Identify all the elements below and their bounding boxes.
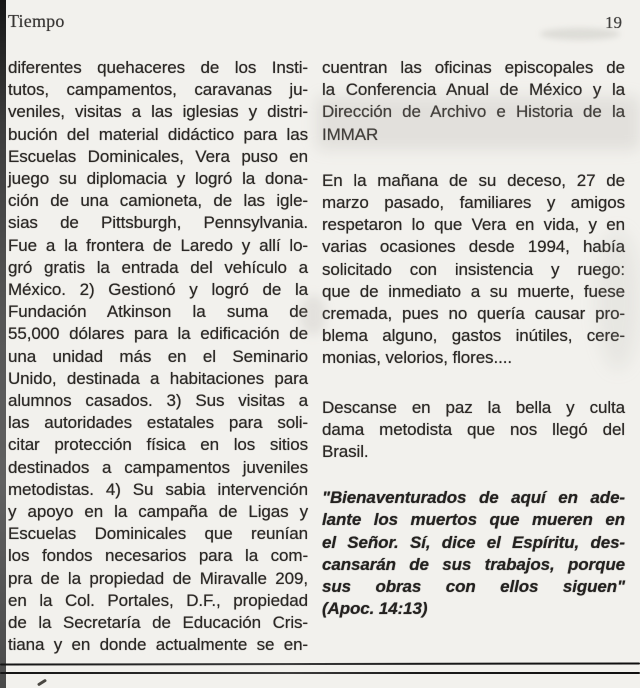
text-line: tiana y en donde actualmente se en- bbox=[8, 635, 308, 655]
paragraph-deceso bbox=[322, 170, 625, 370]
text-line: que de inmediato a su muerte, fuese bbox=[322, 281, 625, 301]
page-header bbox=[0, 11, 640, 37]
text-line: diferentes quehaceres de los Insti- bbox=[8, 58, 308, 77]
left-column bbox=[8, 57, 308, 656]
journal-title: Tiempo bbox=[8, 11, 65, 31]
text-line: Escuelas Dominicales que reunían bbox=[8, 524, 308, 544]
text-line: y apoyo en la campaña de Ligas y bbox=[8, 502, 308, 522]
text-line: IMMAR bbox=[322, 124, 379, 144]
page-number: 19 bbox=[605, 13, 622, 32]
text-line: dama metodista que nos llegó del bbox=[322, 419, 625, 439]
cutoff-accent-artifact bbox=[37, 679, 47, 687]
text-line: Brasil. bbox=[322, 442, 369, 462]
text-line: bución del material didáctico para las bbox=[8, 124, 308, 144]
text-line: blema alguno, gastos inútiles, cere- bbox=[322, 326, 625, 346]
text-line: sias de Pittsburgh, Pennsylvania. bbox=[8, 213, 308, 233]
text-line: alumnos casados. 3) Sus visitas a bbox=[8, 391, 308, 411]
text-line: varias ocasiones desde 1994, había bbox=[322, 237, 625, 257]
text-line: metodistas. 4) Su sabia intervención bbox=[8, 479, 308, 499]
scripture-quote bbox=[322, 487, 625, 620]
text-line: juego su diplomacia y logró la dona- bbox=[8, 169, 308, 189]
paragraph-descanse bbox=[322, 397, 625, 464]
text-line: ción de una camioneta, de las igle- bbox=[8, 191, 308, 211]
text-line: Fue a la frontera de Laredo y allí lo- bbox=[8, 235, 308, 255]
right-column bbox=[322, 57, 625, 620]
text-line: cuentran las oficinas episcopales de bbox=[322, 58, 625, 77]
text-line: cremada, pues no quería causar pro- bbox=[322, 304, 625, 324]
text-line: la Conferencia Anual de México y la bbox=[322, 80, 625, 100]
text-line: pra de la propiedad de Miravalle 209, bbox=[8, 568, 308, 588]
text-line: cansarán de sus trabajos, porque bbox=[322, 554, 625, 574]
text-line: Dirección de Archivo e Historia de la bbox=[322, 102, 625, 122]
text-line: solicitado con insistencia y ruego: bbox=[322, 259, 625, 279]
text-line: los fondos necesarios para la com- bbox=[8, 546, 308, 566]
text-line: (Apoc. 14:13) bbox=[322, 599, 428, 619]
text-line: monias, velorios, flores.... bbox=[322, 348, 512, 368]
text-line: Unido, destinada a habitaciones para bbox=[8, 368, 308, 388]
text-line: Fundación Atkinson la suma de bbox=[8, 302, 308, 322]
text-line: Descanse en paz la bella y culta bbox=[322, 397, 625, 417]
bottom-rule-bottom bbox=[0, 672, 640, 674]
bottom-rule-top bbox=[0, 662, 640, 665]
text-line: veniles, visitas a las iglesias y distri- bbox=[8, 102, 308, 122]
scanner-edge-artifact bbox=[0, 0, 6, 688]
text-line: Escuelas Dominicales, Vera puso en bbox=[8, 146, 308, 166]
text-line: 55,000 dólares para la edificación de bbox=[8, 324, 308, 344]
text-line: citar protección física en los sitios bbox=[8, 435, 308, 455]
left-column-paragraph bbox=[8, 57, 308, 656]
text-line: el Señor. Sí, dice el Espíritu, des- bbox=[322, 532, 625, 552]
text-line: lante los muertos que mueren en bbox=[322, 510, 625, 530]
text-line: una unidad más en el Seminario bbox=[8, 346, 308, 366]
text-line: las autoridades estatales para soli- bbox=[8, 413, 308, 433]
text-line: En la mañana de su deceso, 27 de bbox=[322, 170, 625, 190]
text-line: respetaron lo que Vera en vida, y en bbox=[322, 215, 625, 235]
paragraph-offices bbox=[322, 57, 625, 146]
text-line: gró gratis la entrada del vehículo a bbox=[8, 257, 308, 277]
text-line: marzo pasado, familiares y amigos bbox=[322, 193, 625, 213]
text-line: "Bienaventurados de aquí en ade- bbox=[322, 488, 625, 508]
text-line: destinados a campamentos juveniles bbox=[8, 457, 308, 477]
text-line: de la Secretaría de Educación Cris- bbox=[8, 613, 308, 633]
text-line: tutos, campamentos, caravanas ju- bbox=[8, 80, 308, 100]
text-line: México. 2) Gestionó y logró de la bbox=[8, 280, 308, 300]
text-line: sus obras con ellos siguen" bbox=[322, 577, 625, 597]
text-line: en la Col. Portales, D.F., propiedad bbox=[8, 590, 308, 610]
